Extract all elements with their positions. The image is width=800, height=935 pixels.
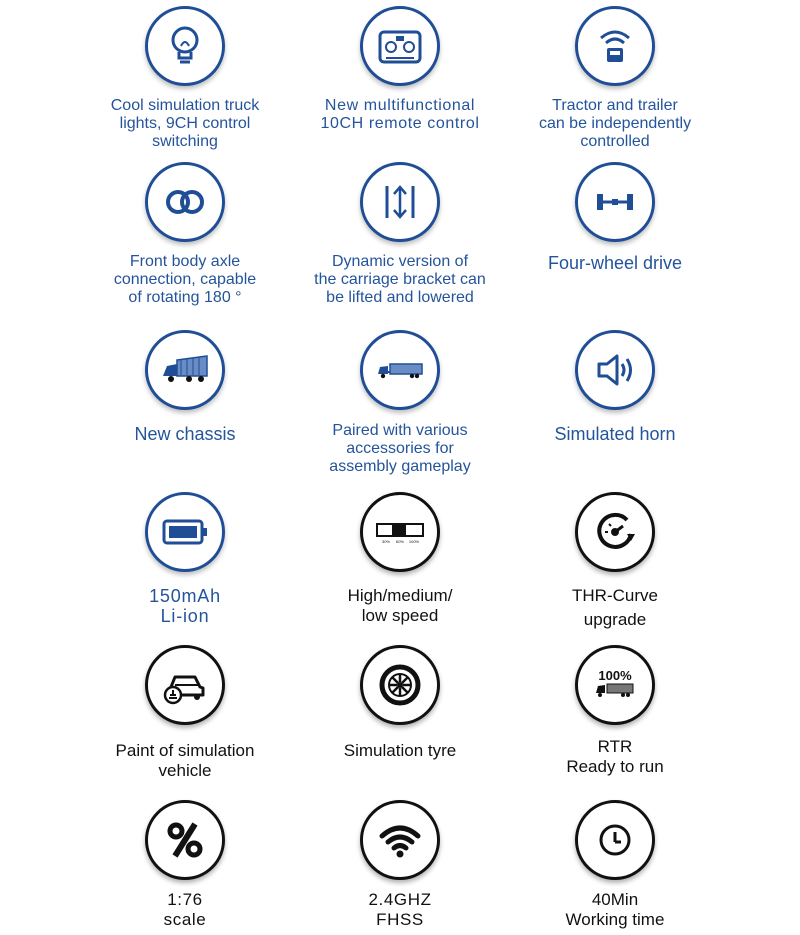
tractor-trailer-signal-icon [575,6,655,86]
feature-label-line: lights, 9CH control [119,115,251,132]
speaker-icon [575,330,655,410]
feature-label-line: 40Min [591,890,639,909]
feature-label-line: Paired with various [332,422,468,439]
feature-label-line: switching [152,133,218,150]
feature-label-line: Working time [565,910,665,929]
feature-label-line: THR-Curve [572,586,658,605]
feature-label-line: New chassis [134,424,236,444]
feature-label-line: upgrade [583,610,647,629]
feature-label-line: Cool simulation truck [110,97,260,114]
feature-label-line: Dynamic version of [331,253,469,270]
lift-arrows-icon [360,162,440,242]
feature-label-line: 10CH remote control [320,115,480,132]
tyre-icon [360,645,440,725]
slider-label-high: 100% [408,539,420,544]
feature-label-line: vehicle [158,761,212,780]
remote-control-icon [360,6,440,86]
feature-label-line: connection, capable [113,271,257,288]
feature-label-line: Simulated horn [554,424,676,444]
feature-label-line: Li-ion [160,606,210,626]
feature-label-line: accessories for [346,440,454,457]
wifi-icon [360,800,440,880]
dump-truck-icon [145,330,225,410]
battery-icon [145,492,225,572]
feature-label-line: FHSS [376,910,424,929]
rotation-link-icon [145,162,225,242]
feature-label-line: RTR [597,737,633,756]
feature-label-line: Front body axle [129,253,241,270]
rtr-badge-text: 100% [598,668,632,683]
feature-label-line: can be independently [538,115,692,132]
feature-label-line: the carriage bracket can [314,271,486,288]
feature-label-line: Four-wheel drive [547,253,683,273]
axle-icon [575,162,655,242]
trailer-truck-icon [360,330,440,410]
feature-label-line: controlled [580,133,650,150]
speed-slider-icon [360,492,440,572]
feature-label-line: low speed [361,606,439,625]
feature-label-line: scale [163,910,207,929]
feature-label-line: 1:76 [167,890,203,909]
feature-label-line: Tractor and trailer [552,97,678,114]
feature-label-line: Ready to run [566,757,664,776]
paint-car-icon [145,645,225,725]
feature-label-line: Simulation tyre [343,741,457,760]
feature-label-line: 150mAh [149,586,221,606]
clock-icon [575,800,655,880]
feature-label-line: assembly gameplay [329,458,471,475]
bulb-icon [145,6,225,86]
throttle-curve-icon [575,492,655,572]
rtr-truck-icon [575,645,655,725]
feature-label-line: High/medium/ [347,586,453,605]
feature-label-line: 2.4GHZ [368,890,432,909]
percent-icon [145,800,225,880]
feature-label-line: of rotating 180 ° [128,289,242,306]
slider-label-mid: 60% [395,539,405,544]
feature-label-line: be lifted and lowered [326,289,474,306]
slider-label-low: 30% [381,539,391,544]
feature-label-line: Paint of simulation [115,741,255,760]
feature-label-line: New multifunctional [324,97,476,114]
